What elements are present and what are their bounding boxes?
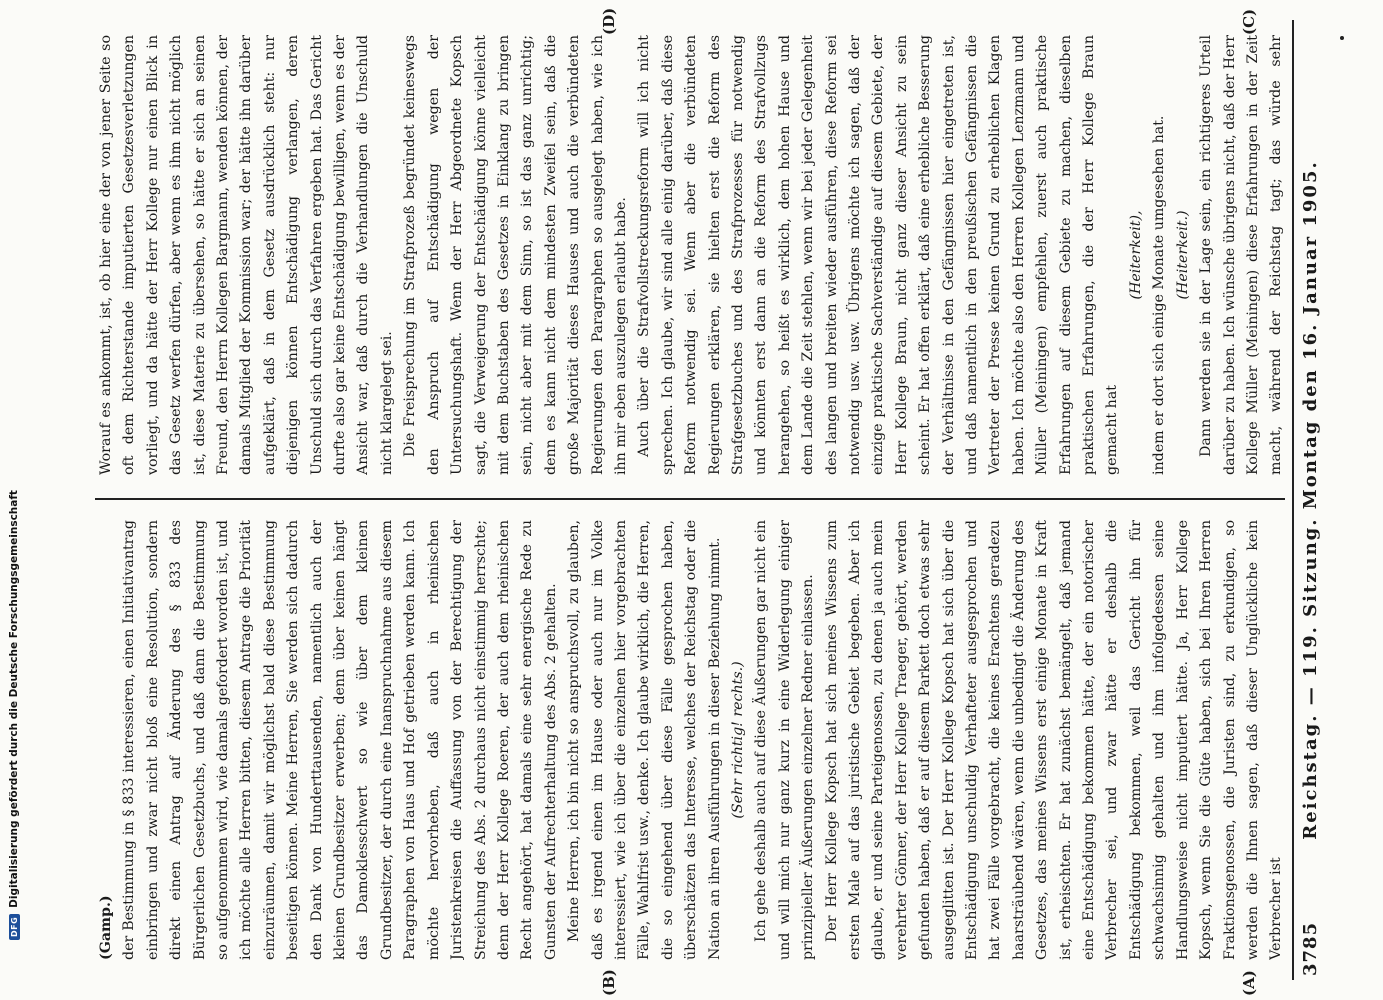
- speaker-name: (Gamp.): [98, 895, 114, 960]
- margin-letter-c: (C): [1240, 8, 1258, 35]
- printer-dot: [1340, 36, 1344, 40]
- page-number: 3785: [1300, 921, 1321, 976]
- right-column: [95, 35, 1285, 475]
- margin-letter-d: (D): [600, 7, 618, 35]
- paragraph: der Bestimmung in § 833 interessieren, einen Initiativantrag einbringen und zwar nicht bloß eine Resolution, sondern direkt einen Antrag auf Änderung des § 833 des Bürgerlichen Gesetzbuchs, und daß dann die Bestimmung so aufgenommen wird, wie damals gefordert worden ist, und ich möchte alle Herren bitten, diesem Antrage die Priorität einzuräumen, damit wir möglichst bald diese Bestimmung beseitigen können. Meine Herren, Sie werden sich dadurch den Dank von Hunderttausenden, namentlich auch der kleinen Grundbesitzer erwerben; denn über keinen hängt das Damoklesschwert so wie über dem kleinen Grundbesitzer, der durch eine Inanspruchnahme aus diesem Paragraphen von Haus und Hof getrieben werden kann. Ich möchte hervorheben, daß auch in rheinischen Juristenkreisen die Auffassung von der Berechtigung der Streichung des Abs. 2 durchaus nicht einstimmig herrschte; denn der Herr Kollege Roeren, der auch dem rheinischen Recht angehört, hat damals eine sehr energische Rede zu Gunsten der Aufrechterhaltung des Abs. 2 gehalten.: [121, 520, 559, 960]
- paragraph: Auch über die Strafvollstreckungsreform will ich nicht sprechen. Ich glaube, wir sind alle einig darüber, daß diese Reform notwendig sei. Wenn aber die verbündeten Regierungen erklären, sie hielten erst die Reform des Strafgesetzbuches und des Strafprozesses für notwendig und könnten erst dann an die Reform des Strafvollzugs herangehen, so heißt es wirklich, dem hohen Hause und dem Lande die Zeit stehlen, wenn wir bei jeder Gelegenheit des langen und breiten wieder ausführen, diese Reform sei notwendig usw. usw. Übrigens möchte ich sagen, daß der einzige praktische Sachverständige auf diesem Gebiete, der Herr Kollege Braun, nicht ganz dieser Ansicht zu sein scheint. Er hat offen erklärt, daß eine erhebliche Besserung der Verhältnisse in den Gefängnissen hier eingetreten ist, und daß namentlich in den preußischen Gefängnissen die Vertreter der Presse keinen Grund zu erheblichen Klagen haben. Ich möchte also den Herren Kollegen Lenzmann und Müller (Meiningen) empfehlen, zuerst auch praktische Erfahrungen auf diesem Gebiete zu machen, dieselben praktischen Erfahrungen, die der Herr Kollege Braun gemacht hat: [636, 35, 1121, 475]
- left-column: [95, 520, 1285, 960]
- paragraph: Meine Herren, ich bin nicht so anspruchsvoll, zu glauben, daß es irgend einen im Hause oder auch nur im Volke interessiert, wie ich über die einzelnen hier vorgebrachten Fälle, Wahlfrist usw., denke. Ich glaube wirklich, die Herren, die so eingehend über diese Fälle gesprochen haben, überschätzen das Interesse, welches der Reichstag oder die Nation an ihren Ausführungen in dieser Beziehung nimmt.: [566, 520, 723, 960]
- paragraph: Der Herr Kollege Kopsch hat sich meines Wissens zum ersten Male auf das juristische Gebiet begeben. Aber ich glaube, er und seine Parteigenossen, zu denen ja auch mein verehrter Gönner, der Herr Kollege Traeger, gehört, werden gefunden haben, daß er auf diesem Parkett doch etwas sehr ausgeglitten ist. Der Herr Kollege Kopsch hat sich über die Entschädigung unschuldig Verhafteter ausgesprochen und hat zwei Fälle vorgebracht, die keines Erachtens geradezu haarsträubend wären, wenn die unbedingt die Änderung des Gesetzes, das meines Wissens erst einige Monate in Kraft ist, erheischten. Er hat zunächst bemängelt, daß jemand eine Entschädigung bekommen hätte, der ein notorischer Verbrecher sei, und zwar hätte er deshalb die Entschädigung bekommen, weil das Gericht ihn für schwachsinnig gehalten und ihm infolgedessen seine Handlungsweise nicht imputiert hätte. Ja, Herr Kollege Kopsch, wenn Sie die Güte haben, sich bei Ihren Herren Fraktionsgenossen, die Juristen sind, zu erkundigen, so werden die Ihnen sagen, daß dieser Unglückliche kein Verbrecher ist: [823, 520, 1285, 960]
- digitization-credit: [8, 40, 20, 940]
- page-title: Reichstag. — 119. Sitzung. Montag den 16. Januar 1905.: [1300, 160, 1321, 840]
- header-rule: [1292, 20, 1294, 980]
- paragraph: indem er dort sich einige Monate umgesehen hat.: [1151, 115, 1168, 475]
- paragraph: Ich gehe deshalb auch auf diese Äußerungen gar nicht ein und will mich nur ganz kurz in eine Widerlegung einiger prinzipieller Äußerungen einzelner Redner einlassen.: [753, 520, 817, 960]
- column-divider: [95, 498, 1285, 500]
- dfg-logo: DFG: [9, 914, 20, 940]
- margin-letter-b: (B): [600, 969, 618, 996]
- interjection: (Heiterkeit),: [1127, 210, 1144, 300]
- paragraph: Dann werden sie in der Lage sein, ein richtigeres Urteil darüber zu haben. Ich wünsche übrigens nicht, daß der Herr Kollege Müller (Meiningen) diese Erfahrungen in der Zeit macht, während der Reichstag tagt; das würde sehr: [1198, 35, 1285, 475]
- interjection: (Heiterkeit.): [1174, 210, 1191, 300]
- interjection: (Sehr richtig! rechts.): [729, 661, 746, 819]
- page-header: [1300, 24, 1340, 976]
- digitization-credit-text: Digitalisierung gefördert durch die Deutsche Forschungsgemeinschaft: [8, 490, 20, 908]
- margin-letter-a: (A): [1240, 970, 1258, 996]
- paragraph: Worauf es ankommt, ist, ob hier eine der von jener Seite so oft dem Richterstande imputierten Gesetzesverletzungen vorliegt, und da hätte der Herr Kollege nur einen Blick in das Gesetz werfen dürfen, aber wenn es ihm nicht möglich ist, diese Materie zu übersehen, so hätte er sich an seinen Freund, den Herrn Kollegen Bargmann, wenden können, der damals Mitglied der Kommission war; der hätte ihn darüber aufgeklärt, daß in dem Gesetz ausdrücklich steht: nur diejenigen können Entschädigung verlangen, deren Unschuld sich durch das Verfahren ergeben hat. Das Gericht durfte also gar keine Entschädigung bewilligen, wenn es der Ansicht war, daß durch die Verhandlungen die Unschuld nicht klargelegt sei.: [98, 35, 395, 475]
- paragraph: Die Freisprechung im Strafprozeß begründet keineswegs den Anspruch auf Entschädigung wegen der Untersuchungshaft. Wenn der Herr Abgeordnete Kopsch sagt, die Verweigerung der Entschädigung könne vielleicht mit dem Buchstaben des Gesetzes in Einklang zu bringen sein, nicht aber mit dem Sinn, so ist das ganz unrichtig; denn es kann nicht dem mindesten Zweifel sein, daß die große Majorität dieses Hauses und auch die verbündeten Regierungen den Paragraphen so ausgelegt haben, wie ich ihn mir eben auszulegen erlaubt habe.: [402, 35, 629, 475]
